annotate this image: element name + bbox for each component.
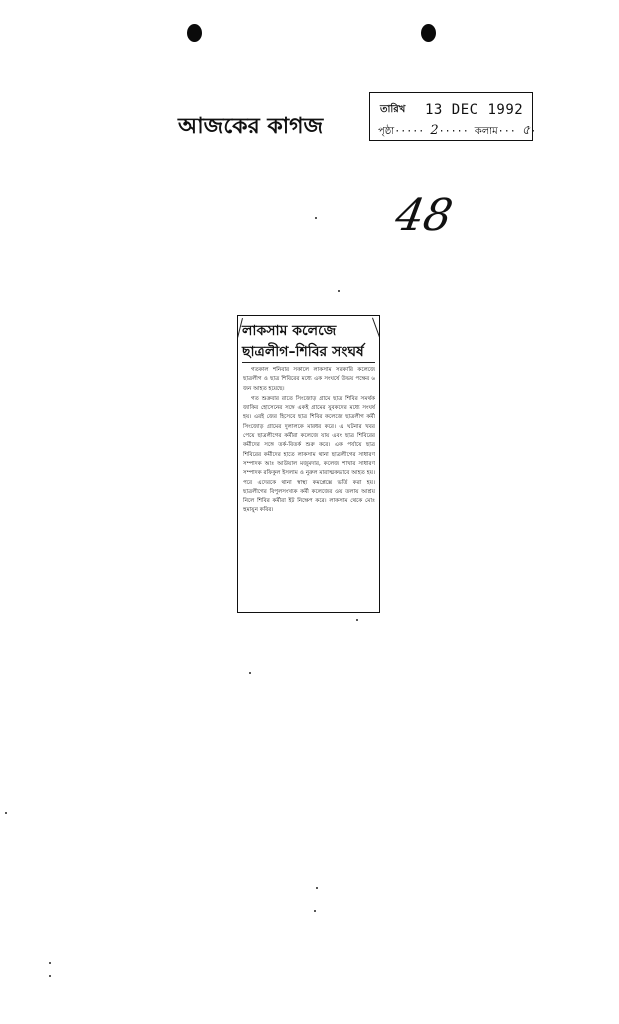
scan-speck (316, 887, 318, 889)
stamp-column-label: কলাম (474, 126, 498, 137)
stamp-date: 13 DEC 1992 (425, 102, 524, 118)
scan-speck (49, 975, 51, 977)
scan-speck (249, 672, 251, 674)
scan-speck (338, 290, 340, 292)
handwritten-number: 48 (391, 190, 457, 241)
clipping-body (243, 366, 375, 517)
scan-speck (356, 619, 358, 621)
clipping-headline-line1: লাকসাম কলেজে (242, 323, 337, 339)
clipping-paragraph: গত শুক্রবার রাতে সিংজোড় গ্রামে ছাত্র শিবির সমর্থক জাকির হোসেনের সঙ্গে একই গ্রামের যুবকদের মধ্যে সংঘর্ষ হয়। এরই জের হিসেবে ছাত্র শিবির কলেজে ছাত্রলীগ কর্মী সিংজোড় গ্রামের দুলালকে মারধর করে। এ ঘটনার খবর পেয়ে ছাত্রলীগের কর্মীরা কলেজে যায় এবং ছাত্র শিবিরের কর্মীদের সঙ্গে তর্ক-বিতর্ক শুরু করে। এক পর্যায়ে ছাত্র শিবিরের কর্মীদের হাতে লাকসাম থানা ছাত্রলীগের সাধারণ সম্পাদক আঃ আউয়াল মজুমদার, কলেজ শাখার সাধারণ সম্পাদক রফিকুল ইসলাম ও নুরুল মারাত্মকভাবে আহত হয়। পরে এদেরকে থানা স্বাস্থ্য কমপ্লেক্সে ভর্তি করা হয়। ছাত্রলীগের বিপুলসংখ্যক কর্মী কলেজের ওয় তলায় আশ্রয় নিলে শিবির কর্মীরা ইট নিক্ষেপ করে। লাকসাম থেকে মোঃ হুমায়ুন কবির। (243, 395, 375, 514)
clipping-paragraph: গতকাল শনিবার সকালে লাকসাম সরকারি কলেজে ছাত্রলীগ ও ছাত্র শিবিরের মধ্যে এক সংঘর্ষে উভয় পক্ষের ৬ জন আহত হয়েছে। (243, 367, 375, 392)
punch-hole-right (421, 24, 436, 42)
stamp-page-column-row: পৃষ্ঠা····· 2····· কলাম··· ৫· (378, 123, 537, 138)
stamp-date-label: তারিখ (380, 104, 406, 115)
stamp-column-value: ৫ (521, 123, 531, 138)
scan-speck (5, 812, 7, 814)
stamp-page-label: পৃষ্ঠা (378, 126, 395, 137)
newspaper-clipping (237, 315, 380, 613)
scan-speck (49, 962, 51, 964)
headline-divider (242, 362, 375, 363)
scan-speck (314, 910, 316, 912)
newspaper-name: আজকের কাগজ (178, 113, 324, 139)
punch-hole-left (187, 24, 202, 42)
scan-speck (315, 217, 317, 219)
date-stamp (369, 92, 537, 141)
clipping-headline-line2: ছাত্রলীগ–শিবির সংঘর্ষ (242, 344, 364, 360)
stamp-page-value: 2 (430, 123, 439, 138)
